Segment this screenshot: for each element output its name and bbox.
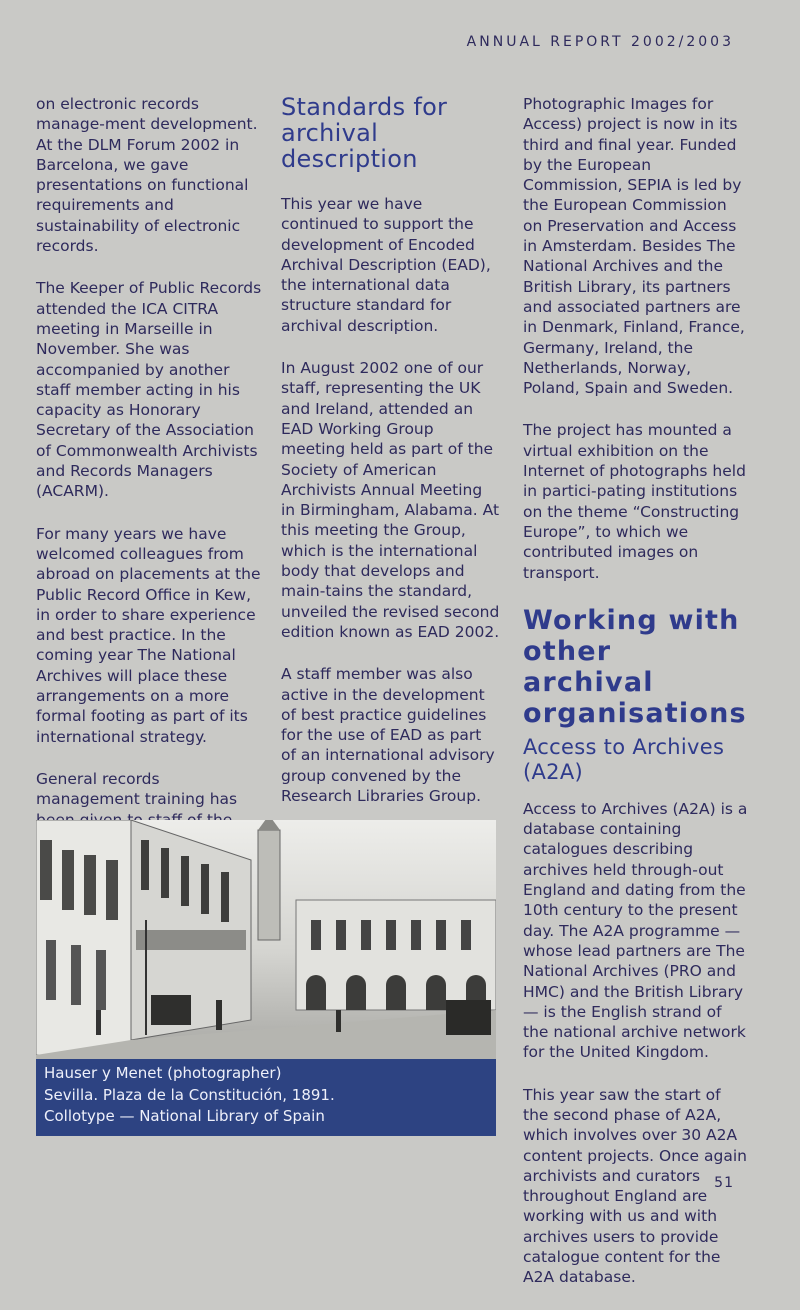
running-title: ANNUAL REPORT 2002/2003 (466, 34, 734, 50)
paragraph: on electronic records manage-ment development. At the DLM Forum 2002 in Barcelona, we gave presentations on functional requirements and sustainability of electronic records. (36, 95, 258, 256)
page-number: 51 (714, 1175, 734, 1191)
paragraph: This year saw the start of the second phase of A2A, which involves over 30 A2A content projects. Once again archivists and curators throughout England are working with us and with archives users to provide catalogue content for the A2A database. (523, 1085, 747, 1287)
column-left (36, 94, 268, 913)
paragraph: A staff member was also active in the development of best practice guidelines for the use of EAD as part of an international advisory group convened by the Research Libraries Group. (281, 665, 495, 806)
caption-line: Collotype — National Library of Spain (44, 1107, 325, 1125)
subheading-a2a: Access to Archives (A2A) (523, 734, 725, 784)
paragraph: For many years we have welcomed colleagues from abroad on placements at the Public Record Office in Kew, in order to share experience and best practice. In the coming year The National Archives will place these arrangements on a more formal footing as part of its international strategy. (36, 524, 261, 746)
section-heading-standards: Standards for archival description (281, 93, 448, 173)
photo-caption (44, 1063, 494, 1128)
caption-line: Sevilla. Plaza de la Constitución, 1891. (44, 1085, 335, 1104)
paragraph: The project has mounted a virtual exhibition on the Internet of photographs held in partici-pating institutions on the theme “Constructing Europe”, to which we contributed images on transport. (523, 421, 746, 582)
section-heading-working-with-organisations: Working with other archival organisations (523, 604, 747, 729)
paragraph: In August 2002 one of our staff, representing the UK and Ireland, attended an EAD Working Group meeting held as part of the Society of American Archivists Annual Meeting in Birmingham, Alabama. At this meeting the Group, which is the international body that develops and main-tains the standard, unveiled the revised second edition known as EAD 2002. (281, 359, 500, 641)
paragraph: Photographic Images for Access) project is now in its third and final year. Funded by the European Commission, SEPIA is led by the European Commission on Preservation and Access in Amsterdam. Besides The National Archives and the British Library, its partners and associated partners are in Denmark, Finland, France, Germany, Ireland, the Netherlands, Norway, Poland, Spain and Sweden. (523, 95, 745, 398)
paragraph: The Keeper of Public Records attended the ICA CITRA meeting in Marseille in November. She was accompanied by another staff member acting in his capacity as Honorary Secretary of the Association of Commonwealth Archivists and Records Managers (ACARM). (36, 279, 262, 501)
caption-line: Hauser y Menet (photographer) (44, 1064, 282, 1082)
paragraph: General records management training has (36, 769, 238, 809)
column-right (523, 94, 748, 1310)
paragraph: Access to Archives (A2A) is a database containing catalogues describing archives held through-out England and dating from the 10th century to the present day. The A2A programme — whose lead partners are The National Archives (PRO and HMC) and the British Library — is the English strand of the national archive network for the United Kingdom. (523, 799, 748, 1062)
paragraph: This year we have continued to support the development of Encoded Archival Description (EAD), the international data structure standard for archival description. (281, 195, 491, 335)
